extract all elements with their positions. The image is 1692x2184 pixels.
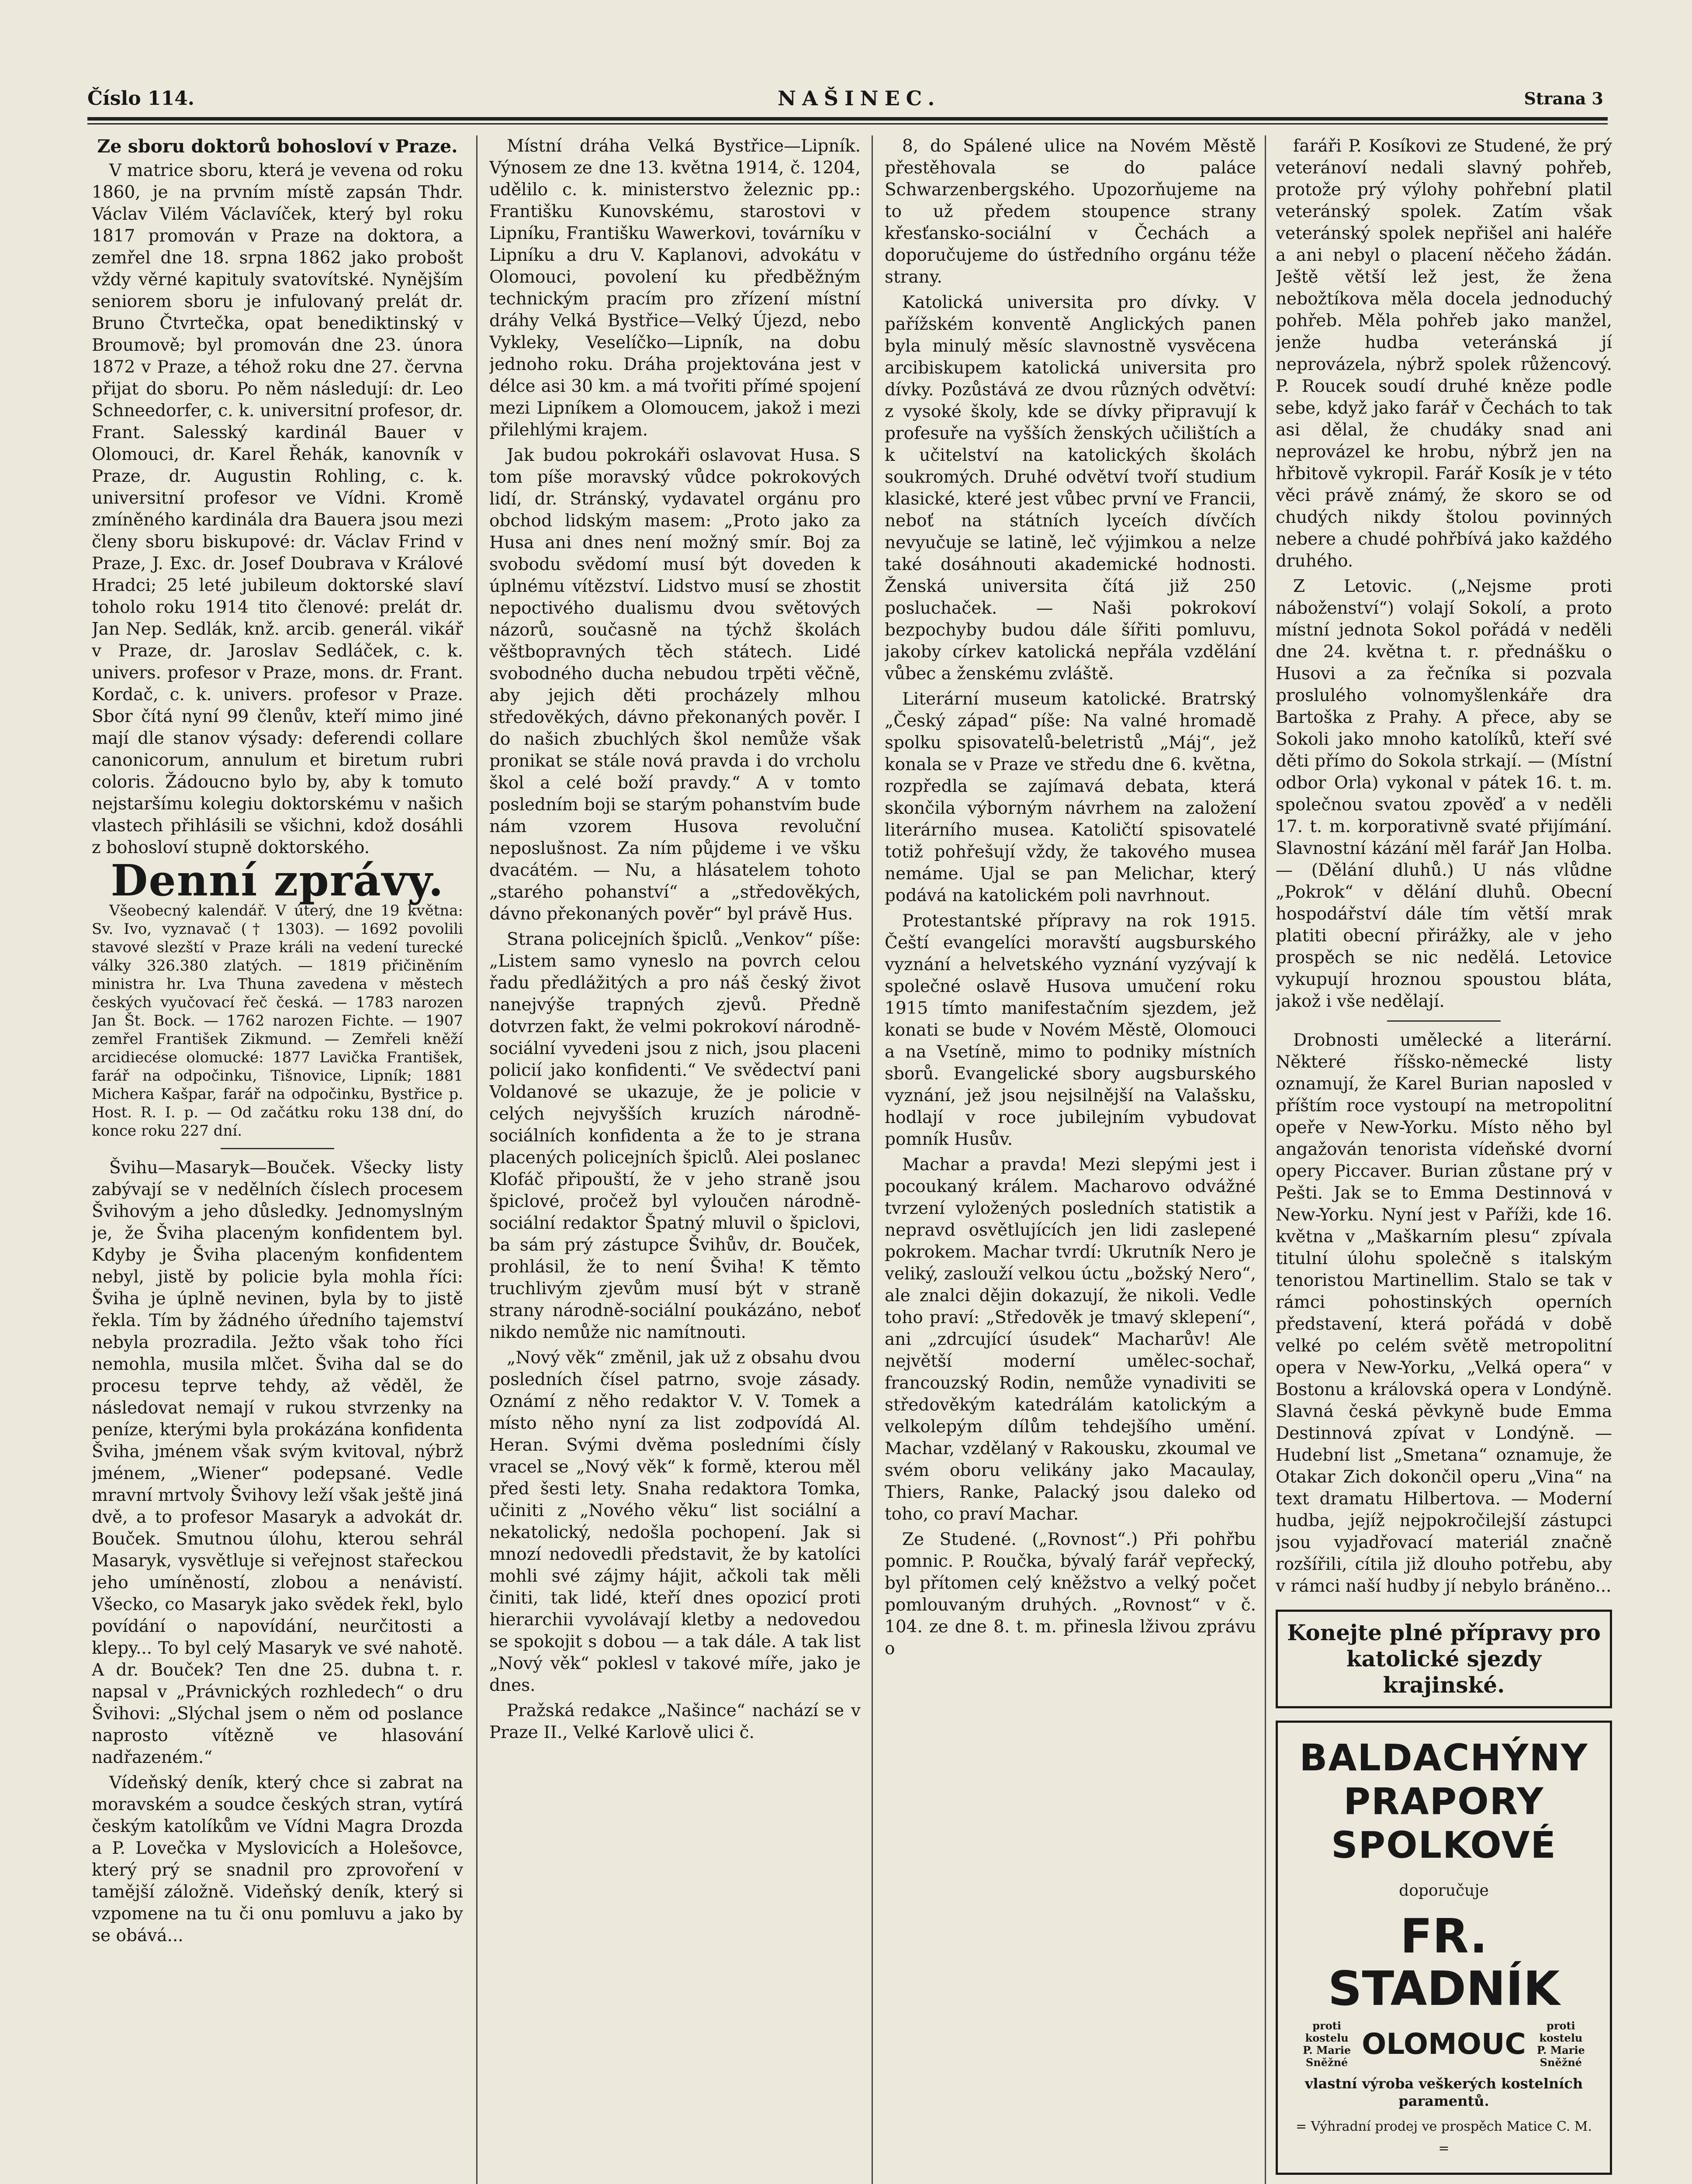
ad-side-note: proti kostelu P. Marie Sněžné xyxy=(1536,2019,1585,2069)
ad-line: PRAPORY xyxy=(1343,1780,1544,1823)
article-paragraph: Ze Studené. („Rovnost“.) Při pohřbu pomnic. P. Roučka, bývalý farář vepřecký, byl přítomen celý kněžstvo a velký počet pomlouvaným druhých. „Rovnost“ v č. 104. ze dne 8. t. m. přinesla lživou zprávu o xyxy=(885,1530,1256,1659)
ad-company-name: FR. STADNÍK xyxy=(1328,1909,1560,2016)
column-divider xyxy=(1265,135,1266,2184)
advertisement-box: Konejte plné přípravy pro katolické sjezdy krajinské. xyxy=(1276,1610,1612,1708)
article-paragraph: Drobnosti umělecké a literární. Některé říšsko-německé listy oznamují, že Karel Burian naposled v příštím roce vystoupí na metropolitní opeře v New-Yorku. Místo něho byl angažován tenorista vídeňské dvorní opery Piccaver. Burian zůstane prý v Pešti. Jak se to Emma Destinnová v New-Yorku. Nyní jest v Paříži, kde 16. května v „Maškarním plesu“ zpívala titulní úlohu společně s italským tenoristou Martinellim. Stalo se tak v rámci pohostinských operních představení, která pořádá v době velké po celém světě metropolitní opera v New-Yorku, „Velká opera“ v Bostonu a královská opera v Londýně. Slavná česká pěvkyně bude Emma Destinnová zpívat v Londýně. — Hudební list „Smetana“ oznamuje, že Otakar Zich dokončil operu „Vina“ na text dramatu Hilbertova. — Moderní hudba, jejíž nejpokročilejší zástupci jsou vyjadřovací materiál značně rozšířili, cítila již dlouho potřebu, aby v rámci naší hudby jí nebylo bráněno... xyxy=(1276,1030,1612,1596)
separator xyxy=(221,1148,334,1149)
article-paragraph: Jak budou pokrokáři oslavovat Husa. S tom píše moravský vůdce pokrokových lidí, dr. Stránský, vydavatel orgánu pro obchod lidským masem: „Proto jako za Husa ani dnes není možný smír. Boj za svobodu svědomí musí být doveden k úplnému vítězství. Lidstvo musí se zhostit nepoctivého dualismu dvou světových názorů, současně na týchž školách věštbopravných těch státech. Lidé svobodného ducha nebudou trpěti věčně, aby jejich děti procházely mlhou středověkých, dávno překonaných pověr. I do našich zbuchlých škol nemůže však pronikat se stále nová pravda i do vrcholu škol a celé boží pravdy.“ A v tomto posledním boji se starým pohanstvím bude nám vzorem Husova revoluční neposlušnost. Za ním půjdeme i ve všku dvacátém. — Nu, a hlásatelem tohoto „starého pohanství“ a „středověkých, dávno překonaných pověr“ byl právě Hus. xyxy=(489,446,861,924)
header-rule-thin xyxy=(87,123,1608,124)
ad-line: BALDACHÝNY xyxy=(1299,1736,1588,1779)
article-paragraph: Strana policejních špiclů. „Venkov“ píše: „Listem samo vyneslo na povrch celou řadu předlážitých a pro náš český život nanejvýše trapných zjevů. Předně dotvrzen fakt, že velmi pokrokoví národně-sociální vyvedeni jsou z nich, jsou placeni policií jako konfidenti.“ Ve svědectví pani Voldanové se ukazuje, že je policie v celých nejvyšších kruzích národně-sociálních konfidenta a že to je strana placených policejních špiclů. Alei poslanec Klofáč připouští, že v jeho straně jsou špiclové, pročež byl vyloučen národně-sociální redaktor Špatný mluvil o špiclovi, ba sám prý zástupce Švihův, dr. Bouček, prohlásil, že to není Šviha! K těmto truchlivým zjevům musí být v straně strany národně-sociální poukázáno, neboť nikdo nemůže nic namítnouti. xyxy=(489,930,861,1342)
ad-line: vlastní výroba veškerých kostelních paramentů. xyxy=(1304,2075,1583,2109)
article-paragraph: Místní dráha Velká Bystřice—Lipník. Výnosem ze dne 13. května 1914, č. 1204, udělilo c. k. ministerstvo železnic pp.: Františku Kunovskému, starostovi v Lipníku, Františku Wawerkovi, továrníku v Lipníku a dru V. Kaplanovi, advokátu v Olomouci, povolení ku předběžným technickým pracím pro zřízení místní dráhy Velká Bystřice—Velký Újezd, nebo Vykleky, Veselíčko—Lipník, na dobu jednoho roku. Dráha projektována jest v délce asi 30 km. a má tvořiti přímé spojení mezi Lipníkem a Olomoucem, jakož i mezi přilehlými krajem. xyxy=(489,136,861,440)
column-2 xyxy=(489,135,861,2184)
ad-side-note: proti kostelu P. Marie Sněžné xyxy=(1303,2019,1351,2069)
issue-number: Číslo 114. xyxy=(87,87,195,110)
separator xyxy=(1387,1020,1501,1022)
stadnik-advertisement xyxy=(1276,1721,1612,2175)
article-paragraph: 8, do Spálené ulice na Novém Městě přestěhovala se do paláce Schwarzenbergského. Upozorňujeme na to už předem stoupence strany křesťansko-sociální v Čechách a doporučujeme do ústředního orgánu téže strany. xyxy=(885,136,1256,287)
column-3 xyxy=(885,135,1256,2184)
page-header xyxy=(87,83,1603,114)
newspaper-title: NAŠINEC. xyxy=(778,86,941,110)
ad-line: = Výhradní prodej ve prospěch Matice C. M. = xyxy=(1295,2119,1592,2156)
article-paragraph: „Nový věk“ změnil, jak už z obsahu dvou posledních čísel patrno, svoje zásady. Oznámí z něho redaktor V. V. Tomek a místo něho nyní za list zodpovídá Al. Heran. Svými dvěma posledními čísly vracel se „Nový věk“ k formě, kterou měl před šesti lety. Snaha redaktora Tomka, učiniti z „Nového věku“ list sociální a nekatolický, nedošla pochopení. Jak si mnozí nedovedli představit, že by katolíci mohli své zájmy hájit, ačkoli tak měli činiti, tak lidé, kteří dnes opozicí proti hierarchii vyvolávají kletby a nedovedou se spokojit s dobou — a tak dále. A tak list „Nový věk“ poklesl v takové míře, jako je dnes. xyxy=(489,1348,861,1695)
page-number: Strana 3 xyxy=(1524,88,1603,108)
article-paragraph: Protestantské přípravy na rok 1915. Čeští evangelíci moravští augsburského vyznání a helvetského vyznání vyzývají k společné oslavě Husova umučení roku 1915 tímto manifestačním sjezdem, jež konati se bude v Novém Městě, Olomouci a na Vsetíně, mimo to podniky místních sborů. Evangelické sbory augsburského vyznání, jež jsou nejsilnější na Valašsku, hodlají v roce jubilejním vybudovat pomník Husův. xyxy=(885,911,1256,1149)
header-rule xyxy=(87,117,1608,121)
column-divider xyxy=(476,135,477,2184)
article-paragraph: Z Letovic. („Nejsme proti náboženství“) volají Sokolí, a proto místní jednota Sokol pořádá v neděli dne 24. května t. r. přednášku o Husovi a za řečníka si pozvala proslulého volnomyšlenkáře dra Bartoška z Prahy. A přece, aby se Sokoli jako mnoho katolíků, kteří své děti přímo do Sokola strkají. — (Místní odbor Orla) vykonal v pátek 16. t. m. společnou svatou zpověď a v neděli 17. t. m. korporativně svaté přijímání. Slavnostní kázání měl farář Jan Holba. — (Dělání dluhů.) U nás vlůdne „Pokrok“ v dělání dluhů. Obecní hospodářství dále tím větší mrak platiti obecní přirážky, ale v jeho prospěch se nic nedělá. Letovice vykupují hroznou spoustou bláta, jakož i vše nedělají. xyxy=(1276,577,1612,1011)
article-paragraph: Katolická universita pro dívky. V pařížském konventě Anglických panen byla minulý měsíc slavnostně vysvěcena arcibiskupem katolická universita pro dívky. Pozůstává ze dvou různých odvětví: z vysoké školy, kde se dívky připravují k profesuře na vyšších ženských učilištích a k učitelství na katolických školách soukromých. Druhé odvětví tvoří studium klasické, které jest vůbec první ve Francii, neboť na státních lyceích dívčích nevyučuje se latině, leč výjimkou a nelze také dosáhnouti akademické hodnosti. Ženská universita čítá již 250 posluchaček. — Naši pokrokoví bezpochyby budou dále šířiti pomluvu, jakoby církev katolická nepřála vzdělání vůbec a ženskému zvláště. xyxy=(885,293,1256,684)
column-1 xyxy=(92,135,463,2184)
ad-line: SPOLKOVÉ xyxy=(1331,1824,1557,1866)
article-paragraph: Machar a pravda! Mezi slepými jest i pocoukaný králem. Macharovo odvážné tvrzení vyložených posledních statistik a nepravd osvětlujících jen lidi zaslepené pokrokem. Machar tvrdí: Ukrutník Nero je veliký, zaslouží velkou úctu „božský Nero“, ale znalci dějin dokazují, že nikoli. Vedle toho praví: „Středověk je tmavý sklepení“, ani „zdrcující úsudek“ Macharův! Ale největší moderní umělec-sochař, francouzský Rodin, nemůže vynadiviti se středověkým katedrálám katolickým a velkolepým dílům tehdejšího umění. Machar, vzdělaný v Rakousku, zkoumal ve svém oboru velikány jako Macaulay, Thiers, Ranke, Palacký jsou daleko od toho, co praví Machar. xyxy=(885,1155,1256,1524)
article-heading: Ze sboru doktorů bohosloví v Praze. xyxy=(97,136,458,157)
column-4 xyxy=(1276,135,1612,2184)
section-title: Denní zprávy. xyxy=(111,856,444,906)
article-paragraph: Švihu—Masaryk—Bouček. Všecky listy zabývají se v nedělních číslech procesem Švihovým a jeho důsledky. Jednomyslným je, že Šviha placeným konfidentem byl. Kdyby je Šviha placeným konfidentem nebyl, jistě by policie byla mohla říci: Šviha je úplně nevinen, byla by to jistě řekla. Tím by žádného úředního tajemství nebyla prozradila. Ježto však toho říci nemohla, musila mlčet. Šviha dal se do procesu teprve tehdy, až věděl, že následovat nemají v rukou stvrzenky na peníze, kterými byla prokázána konfidenta Šviha, jménem však svým kvitoval, nýbrž jménem, „Wiener“ podepsané. Vedle mravní mrtvoly Švihovy leží však ještě jiná dvě, a to profesor Masaryk a advokát dr. Bouček. Smutnou úlohu, kterou sehrál Masaryk, vysvětluje si veřejnost stařeckou jeho umíněností, zlobou a nenávistí. Všecko, co Masaryk jako svědek řekl, bylo povídání o napovídání, neurčitosti a klepy... To byl celý Masaryk ve své nahotě. A dr. Bouček? Ten dne 25. dubna t. r. napsal v „Právnických rozhledech“ o dru Švihovi: „Slýchal jsem o něm od poslance naprosto vítězně ve hlasování nadřazeném.“ xyxy=(92,1158,463,1767)
article-paragraph: faráři P. Kosíkovi ze Studené, že prý veteránoví nedali slavný pohřeb, protože prý výlohy pohřební platil veteránský spolek. Zatím však veteránský spolek nepřišel ani haléře a ani nebyl o placení něčeho žádán. Ještě větší lež jest, že žena nebožtíkova měla docela jednoduchý pohřeb. Měla pohřeb jako manžel, jenže hudba veteránská jí neprovázela, nýbrž spolek růžencový. P. Roucek soudí druhé kněze podle sebe, když jako farář v Čechách to tak asi dělal, že chudáky snad ani neprovázel ke hrobu, nýbrž jen na hřbitově vykropil. Farář Kosík je v této věci právě známý, že skoro se od chudých nikdy štolou povinných nebere a chudé pohřbívá jako každého druhého. xyxy=(1276,136,1612,571)
calendar-paragraph: Všeobecný kalendář. V úterý, dne 19 května: Sv. Ivo, vyznavač († 1303). — 1692 povolili stavové slezští v Praze králi na vedení turecké války 326.380 zlatých. — 1819 přičiněním ministra hr. Lva Thuna zavedena v městech českých vyučovací řeč česká. — 1783 narozen Jan Št. Bock. — 1762 narozen Fichte. — 1907 zemřel František Zikmund. — Zemřeli kněží arcidiecése olomucké: 1877 Lavička František, farář na odpočinku, Tišnovice, Lipník; 1881 Michera Kašpar, farář na odpočinku, Bystřice p. Host. R. I. p. — Od začátku roku 138 dní, do konce roku 227 dní. xyxy=(92,902,463,1140)
ad-address-row xyxy=(1288,2020,1599,2069)
article-paragraph: Literární museum katolické. Bratrský „Český západ“ píše: Na valné hromadě spolku spisovatelů-beletristů „Máj“, jež konala se v Praze ve středu dne 6. května, rozpředla se zajímavá debata, která skončila výborným návrhem na založení literárního musea. Katoličtí spisovatelé totiž pohřešují vždy, že takového musea nemáme. Ujal se pan Melichar, který podává na katolickém poli navrhnout. xyxy=(885,689,1256,905)
article-paragraph: Pražská redakce „Našince“ nachází se v Praze II., Velké Karlově ulici č. xyxy=(489,1701,861,1742)
ad-city: OLOMOUC xyxy=(1362,2027,1526,2061)
article-paragraph: Vídeňský deník, který chce si zabrat na moravském a soudce českých stran, vytírá českým katolíkům ve Vídni Magra Drozda a P. Lovečka v Myslovicích a Holešovce, který prý se snadnil pro zprovoření v tamější záložně. Videňský deník, který si vzpomene na tu či onu pomluvu a jako by se obává... xyxy=(92,1773,463,1946)
article-paragraph: V matrice sboru, která je vevena od roku 1860, je na prvním místě zapsán Thdr. Václav Vilém Václavíček, který byl roku 1817 promován v Praze na doktora, a zemřel dne 18. srpna 1862 jako probošt vždy věrné kapituly svatovítské. Nynějším seniorem sboru je infulovaný prelát dr. Bruno Čtvrtečka, opat benediktinský v Broumově; byl promován dne 23. února 1872 v Praze, a téhož roku dne 27. června přijat do sboru. Po něm následují: dr. Leo Schneedorfer, c. k. universitní profesor, dr. Frant. Salesský kardinál Bauer v Olomouci, dr. Karel Řehák, kanovník v Praze, dr. Augustin Rohling, c. k. universitní profesor ve Vídni. Kromě zmíněného kardinála dra Bauera jsou mezi členy sboru biskupové: dr. Václav Frind v Praze, J. Exc. dr. Josef Doubrava v Králové Hradci; 25 leté jubileum doktorské slaví toholo roku 1914 tito členové: prelát dr. Jan Nep. Sedlák, knž. arcib. generál. vikář v Praze, dr. Jaroslav Sedláček, c. k. univers. profesor v Praze, mons. dr. Frant. Kordač, c. k. univers. profesor v Praze. Sbor čítá nyní 99 členův, kteří mimo jiné mají dle stanov výsady: deferendi collare canonicorum, annulum et biretum rubri coloris. Žádoucno bylo by, aby k tomuto nejstaršímu kolegiu doktorskému v našich vlastech přihlásili se všichni, kdož dosáhli z bohosloví stupně doktorského. xyxy=(92,161,463,857)
ad-line: doporučuje xyxy=(1399,1882,1489,1900)
column-divider xyxy=(872,135,873,2184)
